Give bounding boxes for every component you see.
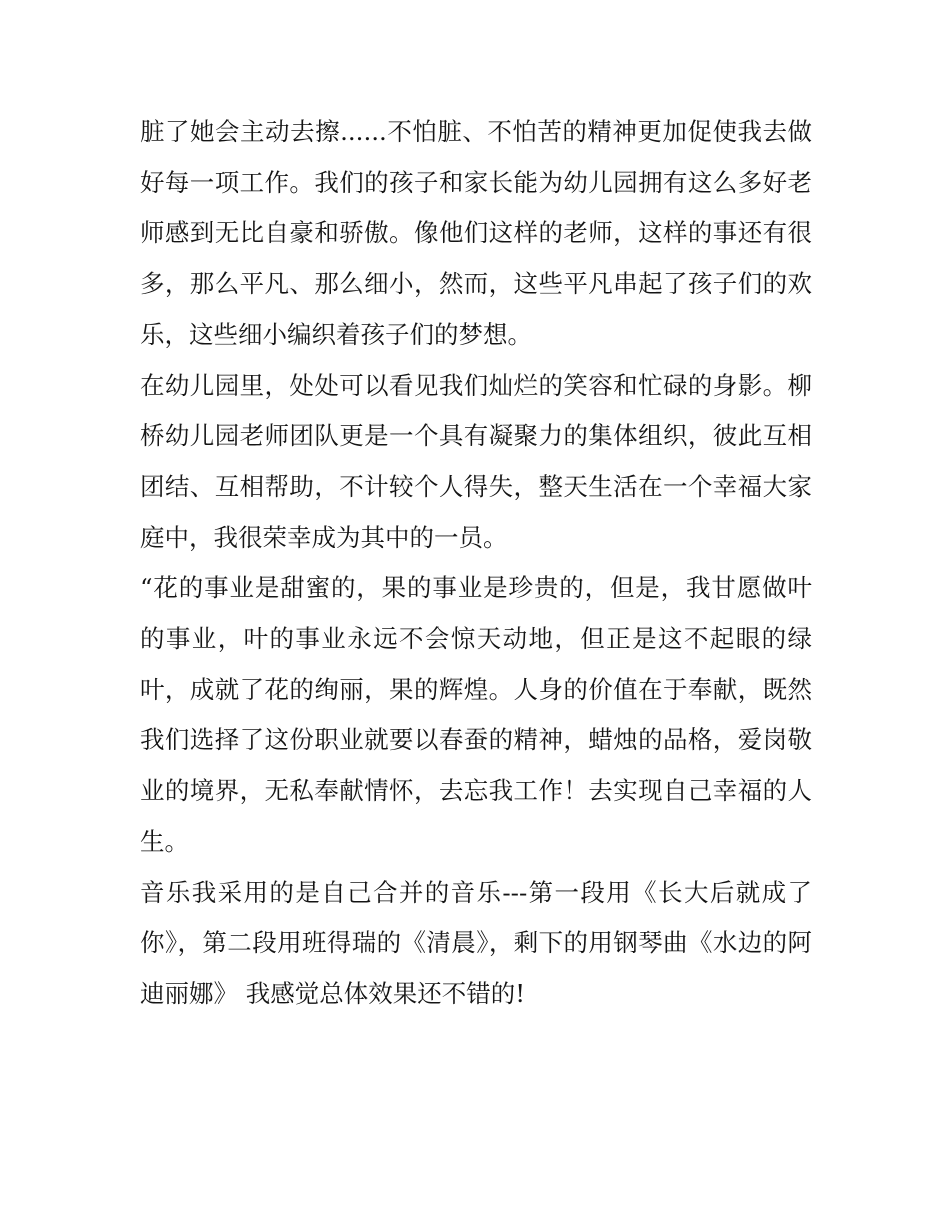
paragraph-4: 音乐我采用的是自己合并的音乐---第一段用《长大后就成了你》，第二段用班得瑞的《清晨》，剩下的用钢琴曲《水边的阿迪丽娜》 我感觉总体效果还不错的! <box>140 877 812 1008</box>
paragraph-2: 在幼儿园里，处处可以看见我们灿烂的笑容和忙碌的身影。柳桥幼儿园老师团队更是一个具有凝聚力的集体组织，彼此互相团结、互相帮助，不计较个人得失，整天生活在一个幸福大家庭中，我很荣幸成为其中的一员。 <box>140 370 812 552</box>
paragraph-3: “花的事业是甜蜜的，果的事业是珍贵的，但是，我甘愿做叶的事业，叶的事业永远不会惊天动地，但正是这不起眼的绿叶，成就了花的绚丽，果的辉煌。人身的价值在于奉献，既然我们选择了这份职业就要以春蚕的精神，蜡烛的品格，爱岗敬业的境界，无私奉献情怀，去忘我工作！去实现自己幸福的人生。 <box>140 573 812 856</box>
document-body <box>140 107 812 1020</box>
paragraph-1: 脏了她会主动去擦......不怕脏、不怕苦的精神更加促使我去做好每一项工作。我们的孩子和家长能为幼儿园拥有这么多好老师感到无比自豪和骄傲。像他们这样的老师，这样的事还有很多，那么平凡、那么细小，然而，这些平凡串起了孩子们的欢乐，这些细小编织着孩子们的梦想。 <box>140 117 812 349</box>
